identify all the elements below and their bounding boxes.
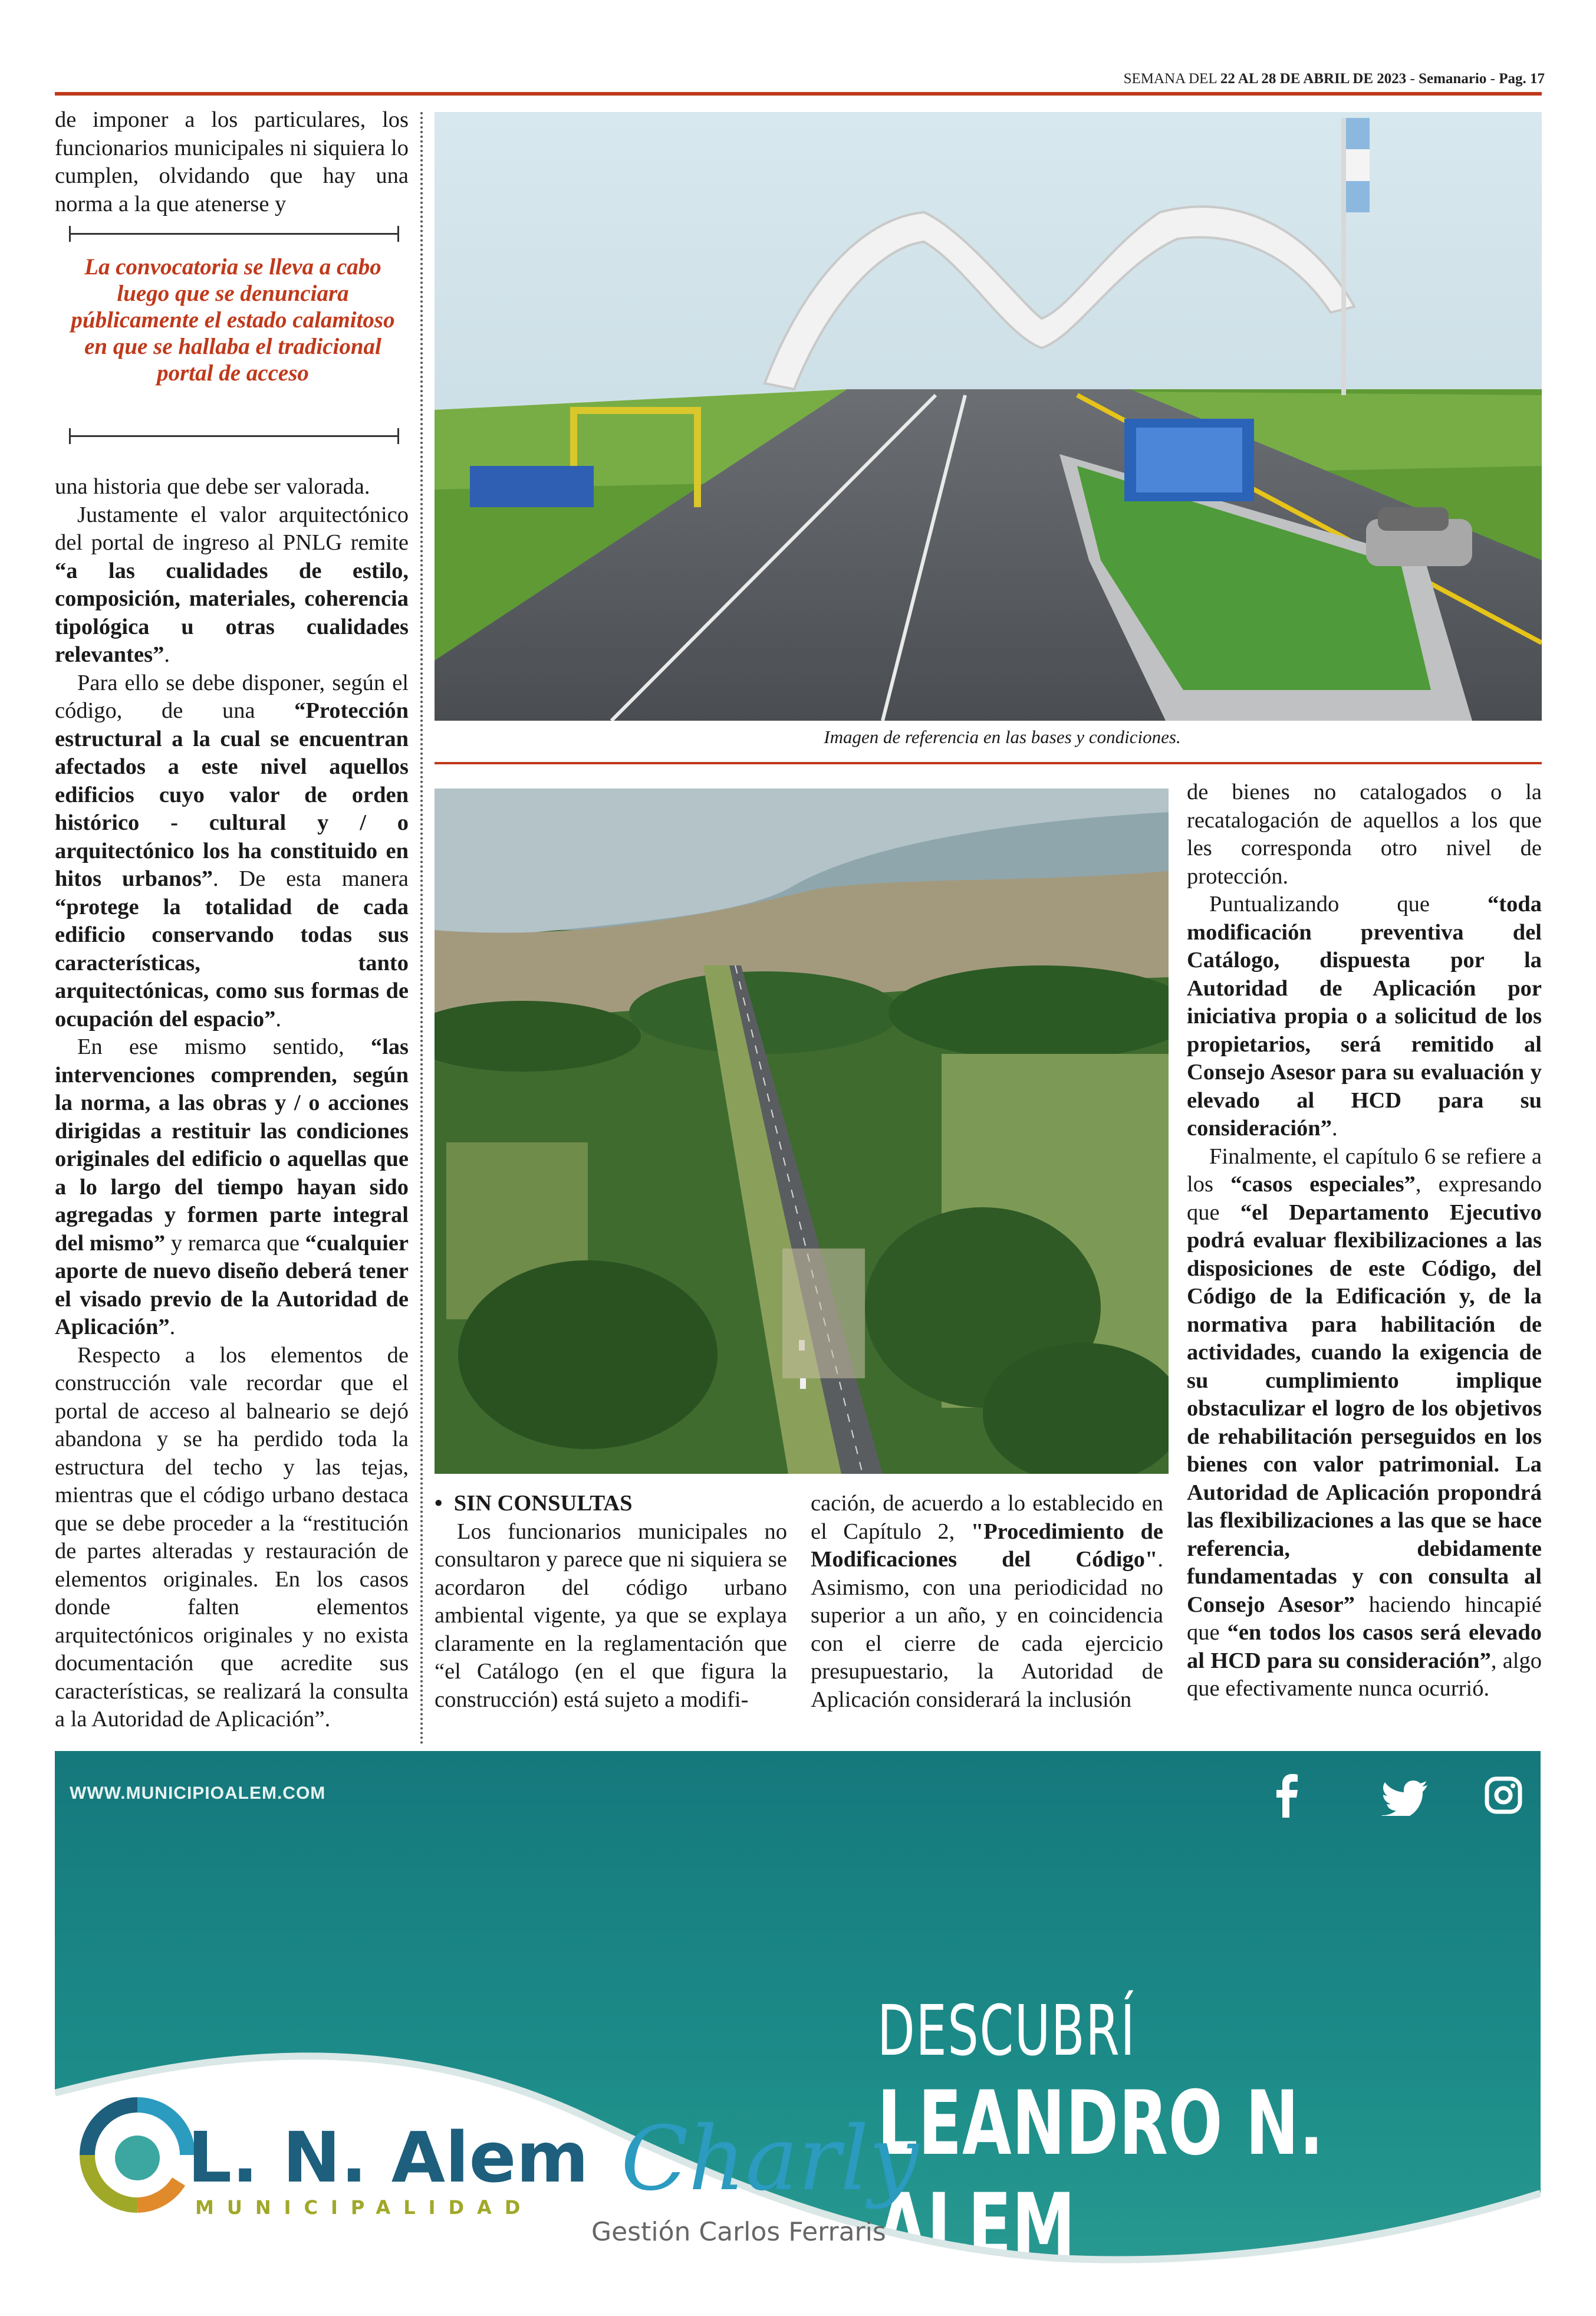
- col1-paragraph: [55, 1033, 409, 1342]
- signature-charly: Charly: [621, 2108, 919, 2210]
- text-run: Justamente el valor arquitectónico del portal de ingreso al PNLG remite: [55, 502, 409, 555]
- quote-bold: “el Departamento Ejecutivo podrá evaluar flexibilizaciones a las disposiciones de este Código, del Código de la Edificación y, de la normativa para habilitación de actividades, cuando la exigencia de su cumplimiento implique obstaculizar el logro de los objetivos de rehabilitación perseguidos en los bienes con valor patrimonial. La Autoridad de Aplicación propondrá las flexibilizaciones a las que se hace referencia, debidamente fundamentadas y con consulta al Consejo Asesor”: [1187, 1200, 1542, 1617]
- pullquote-rule-top: [69, 233, 399, 235]
- post: [694, 407, 701, 507]
- col1-intro-text: de imponer a los particulares, los funcionarios municipales ni siquiera lo cumplen, olvidando que hay una norma a la que atenerse y: [55, 107, 409, 216]
- image-caption: Imagen de referencia en las bases y condiciones.: [824, 727, 1181, 747]
- text-run: . De esta manera: [213, 866, 409, 891]
- text-run: , algo que efectivamente nunca ocurrió.: [1187, 1648, 1542, 1701]
- gestion-label: Gestión Carlos Ferraris: [591, 2217, 886, 2247]
- twitter-icon[interactable]: [1381, 1780, 1429, 1816]
- pullquote-rule-bottom: [69, 435, 399, 437]
- municipality-logo-icon: [78, 2093, 196, 2223]
- col1-paragraph: [55, 501, 409, 669]
- text-run: Puntualizando que: [1209, 892, 1488, 916]
- quote-bold: “casos especiales”: [1230, 1172, 1416, 1197]
- col4-paragraph: [1187, 1143, 1542, 1703]
- quote-bold: “Protección estructural a la cual se encuentran afectados a este nivel aquellos edificios cuyo valor de orden histórico - cultural y / o arquitectónico los ha constituido en hitos urbanos”: [55, 698, 409, 891]
- quote-bold: “en todos los casos será elevado al HCD para su consideración”: [1187, 1620, 1542, 1673]
- col1-intro: [55, 106, 409, 218]
- portal-rendering-svg: [435, 112, 1542, 721]
- logo-subtitle: MUNICIPALIDAD: [195, 2196, 534, 2219]
- header-sep: -: [1406, 71, 1419, 87]
- quote-bold: “las intervenciones comprenden, según la norma, a las obras y / o acciones dirigidas a restituir las condiciones originales del edificio o aquellas que a lo largo del tiempo hayan sido agregadas y formen parte integral del mismo”: [55, 1034, 409, 1256]
- tree-cluster: [629, 971, 900, 1054]
- column-divider: [420, 112, 423, 1746]
- col2: [435, 1490, 787, 1714]
- clearing: [782, 1249, 865, 1378]
- ad-headline-1: DESCUBRÍ: [877, 1990, 1136, 2071]
- caption-rule: [435, 762, 1542, 764]
- quote-bold: “a las cualidades de estilo, composición, materiales, coherencia tipológica u otras cualidades relevantes”: [55, 558, 409, 667]
- twitter-glyph: [1381, 1780, 1427, 1816]
- col1-paragraph: Respecto a los elementos de construcción vale recordar que el portal de acceso al balneario se dejó abandona y se ha perdido toda la estructura del techo y las tejas, mientras que el código urbano destaca que se debe proceder a la “restitución de partes alteradas y restauración de elementos originales. En los casos donde falten elementos arquitectónicos originales y no exista documentación que acredite sus características, se realizará la consulta a la Autoridad de Aplicación”.: [55, 1342, 409, 1732]
- aerial-photo-svg: [435, 789, 1169, 1474]
- instagram-dot: [1511, 1783, 1515, 1788]
- col1-paragraph: [55, 669, 409, 1034]
- bullet-icon: •: [435, 1491, 454, 1516]
- facebook-glyph: [1276, 1774, 1298, 1818]
- col1-paragraph: una historia que debe ser valorada.: [55, 474, 370, 499]
- col1-body: [55, 473, 409, 1734]
- col2-paragraph: Los funcionarios municipales no consultaron y parece que ni siquiera se acordaron del código urbano ambiental vigente, ya que se explaya claramente en la reglamentación que “el Catálogo (en el que figura la construcción) está sujeto a modifi-: [435, 1519, 787, 1712]
- instagram-lens: [1496, 1788, 1511, 1802]
- text-run: cación, de acuerdo a lo establecido en el Capítulo 2,: [811, 1491, 1163, 1544]
- text-run: , expresando que: [1187, 1172, 1542, 1225]
- logo-name: L. N. Alem: [187, 2117, 589, 2198]
- quote-bold: “cualquier aporte de nuevo diseño deberá tener el visado previo de la Autoridad de Aplicación”: [55, 1230, 409, 1339]
- text-run: En ese mismo sentido,: [77, 1034, 371, 1059]
- col4-paragraph: [1187, 891, 1542, 1143]
- facebook-icon[interactable]: [1269, 1772, 1305, 1819]
- quote-bold: “toda modificación preventiva del Catálogo, dispuesta por la Autoridad de Aplicación por iniciativa propia o a solicitud de los propietarios, será remitido al Consejo Asesor para su evaluación y elevado al HCD para su consideración”: [1187, 892, 1542, 1141]
- header-prefix: SEMANA DEL: [1123, 71, 1220, 87]
- text-run: .: [275, 1006, 281, 1031]
- pullquote: La convocatoria se lleva a cabo luego que se denunciara públicamente el estado calamitoso en que se hallaba el tradicional portal de acceso: [71, 254, 395, 386]
- flag-white: [1346, 149, 1370, 181]
- quote-bold: “protege la totalidad de cada edificio conservando todas sus características, tanto arquitectónicas, como sus formas de ocupación del espacio”: [55, 894, 409, 1031]
- header-dates: 22 AL 28 DE ABRIL DE 2023: [1220, 71, 1407, 87]
- logo-arc-orange: [137, 2182, 179, 2205]
- page-number: Pag. 17: [1499, 71, 1545, 87]
- municipality-ad: [55, 1751, 1541, 2303]
- col3-paragraph: [811, 1490, 1163, 1714]
- header-rule: [55, 92, 1542, 96]
- text-run: .: [1331, 1116, 1338, 1141]
- instagram-frame: [1487, 1779, 1520, 1812]
- header-paper: Semanario: [1419, 71, 1487, 87]
- logo-center: [115, 2136, 160, 2180]
- text-run: Finalmente, el capítulo 6 se refiere a los: [1187, 1144, 1542, 1197]
- text-run: .: [169, 1315, 176, 1339]
- aerial-photo-image: [435, 789, 1169, 1474]
- ad-url[interactable]: WWW.MUNICIPIOALEM.COM: [70, 1783, 326, 1803]
- text-run: y remarca que: [165, 1230, 305, 1256]
- ad-headline-2: LEANDRO N. ALEM: [877, 2072, 1324, 2278]
- text-run: .: [164, 642, 170, 667]
- header-sep: -: [1486, 71, 1499, 87]
- flag-pole: [1341, 118, 1346, 395]
- section-heading: [435, 1490, 787, 1518]
- col4: [1187, 778, 1542, 1703]
- text-run: Para ello se debe disponer, según el código, de una: [55, 670, 409, 723]
- page-header: [1108, 71, 1545, 87]
- tree-cluster: [458, 1260, 718, 1449]
- text-run: . Asimismo, con una periodicidad no superior a un año, y en coincidencia con el cierre de cada ejercicio presupuestario, la Autoridad de Aplicación considerará la inclusión: [811, 1547, 1163, 1712]
- barrier: [470, 466, 594, 507]
- car: [800, 1378, 806, 1389]
- car-window: [1378, 507, 1449, 531]
- portal-rendering-image: [435, 112, 1542, 721]
- quote-bold: "Procedimiento de Modificaciones del Código": [811, 1519, 1163, 1572]
- instagram-icon[interactable]: [1485, 1776, 1522, 1814]
- post: [570, 407, 700, 414]
- section-heading-text: SIN CONSULTAS: [453, 1491, 633, 1516]
- booth-glass: [1136, 428, 1242, 492]
- col3: [811, 1490, 1163, 1714]
- col4-paragraph: de bienes no catalogados o la recatalogación de aquellos a los que les corresponda otro nivel de protección.: [1187, 780, 1542, 889]
- text-run: haciendo hincapié que: [1187, 1592, 1542, 1645]
